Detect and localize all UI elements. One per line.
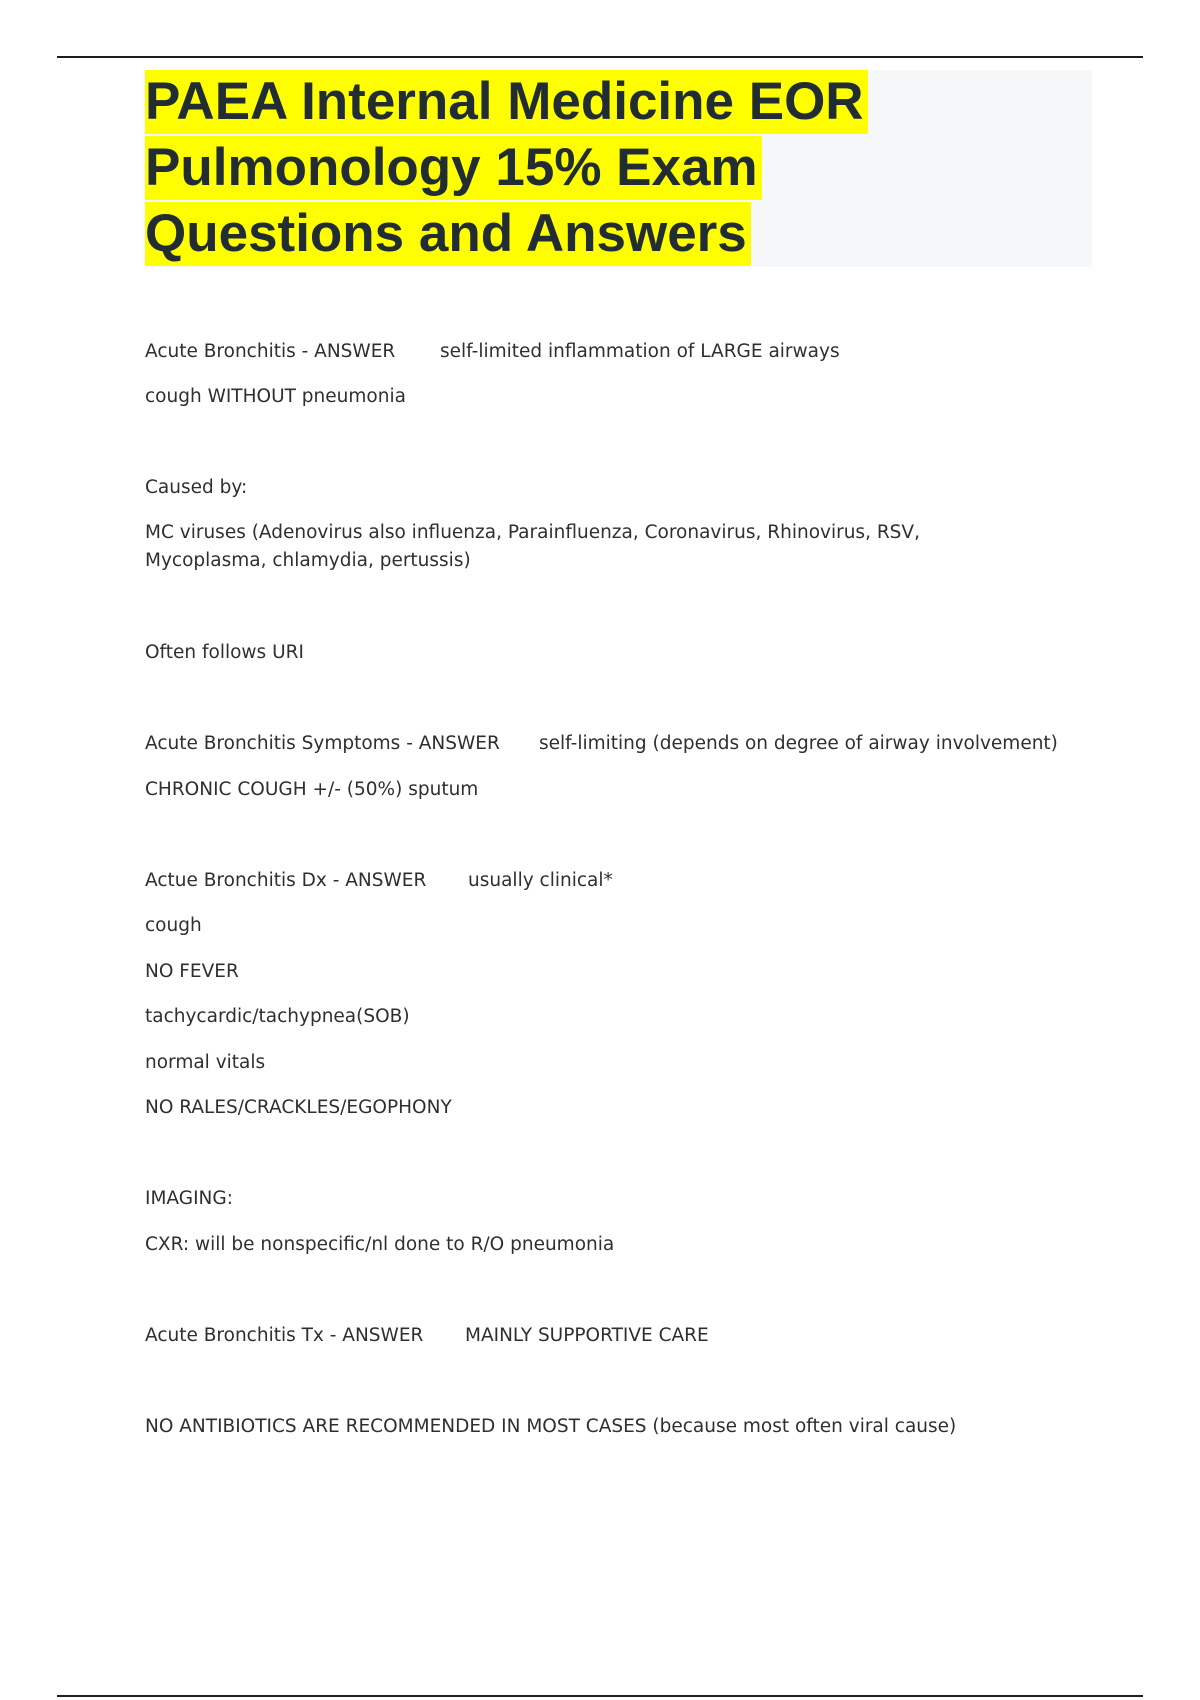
- qa-row: [145, 732, 1058, 756]
- qa-row: [145, 869, 613, 893]
- body-line: cough WITHOUT pneumonia: [145, 386, 406, 407]
- body-line: cough: [145, 915, 202, 936]
- top-rule: [57, 56, 1143, 58]
- qa-row: [145, 1324, 709, 1348]
- question-label: Acute Bronchitis Tx - ANSWER: [145, 1325, 424, 1346]
- body-paragraph: MC viruses (Adenovirus also influenza, Parainfluenza, Coronavirus, Rhinovirus, RSV, Mycoplasma, chlamydia, pertussis): [145, 522, 920, 571]
- body-line: tachycardic/tachypnea(SOB): [145, 1006, 410, 1027]
- body-line: Often follows URI: [145, 642, 304, 663]
- question-label: Actue Bronchitis Dx - ANSWER: [145, 870, 427, 891]
- title-line: PAEA Internal Medicine EOR: [145, 70, 868, 134]
- answer-text: MAINLY SUPPORTIVE CARE: [465, 1325, 709, 1346]
- body-line: CXR: will be nonspecific/nl done to R/O pneumonia: [145, 1234, 615, 1255]
- bottom-rule: [57, 1695, 1143, 1697]
- body-line: NO RALES/CRACKLES/EGOPHONY: [145, 1097, 452, 1118]
- qa-row: [145, 340, 840, 364]
- body-line: NO FEVER: [145, 961, 239, 982]
- title-line: Pulmonology 15% Exam: [145, 136, 762, 200]
- body-line: NO ANTIBIOTICS ARE RECOMMENDED IN MOST CASES (because most often viral cause): [145, 1416, 957, 1437]
- body-line: CHRONIC COUGH +/- (50%) sputum: [145, 779, 479, 800]
- answer-text: usually clinical*: [468, 870, 613, 891]
- document-title: [145, 70, 1092, 267]
- question-label: Acute Bronchitis Symptoms - ANSWER: [145, 733, 500, 754]
- body-line: Caused by:: [145, 477, 248, 498]
- body-line: IMAGING:: [145, 1188, 233, 1209]
- body-line: normal vitals: [145, 1052, 266, 1073]
- answer-text: self-limited inflammation of LARGE airways: [440, 341, 840, 362]
- answer-text: self-limiting (depends on degree of airway involvement): [539, 733, 1058, 754]
- title-line: Questions and Answers: [145, 202, 751, 266]
- question-label: Acute Bronchitis - ANSWER: [145, 341, 396, 362]
